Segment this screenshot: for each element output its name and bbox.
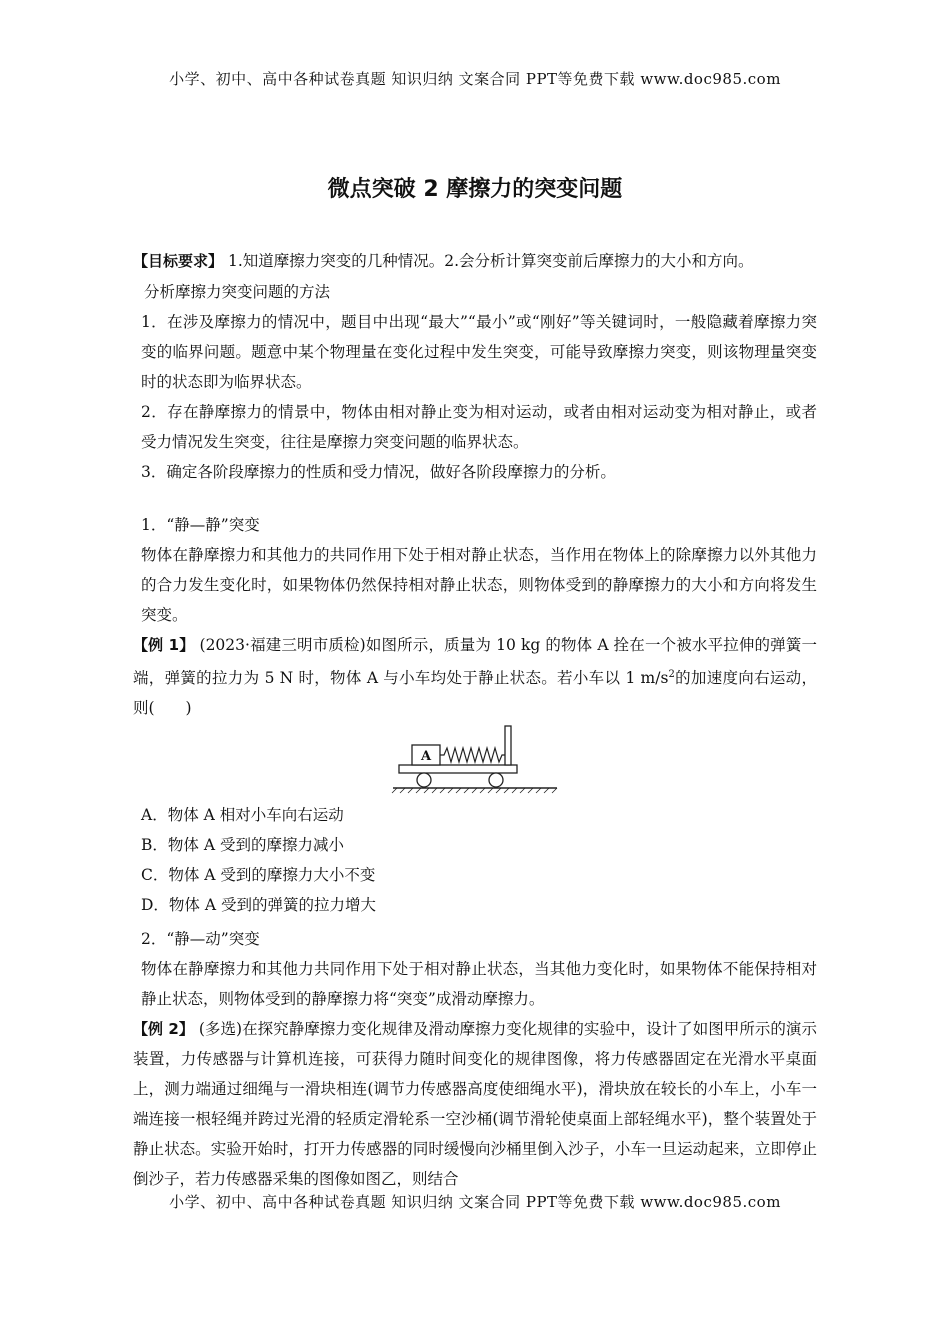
goal-block (133, 246, 823, 276)
cart-wheel-right (489, 773, 503, 787)
method-heading: 分析摩擦力突变问题的方法 (144, 283, 331, 301)
block-a-label: A (420, 749, 432, 764)
method-paragraph-3: 3．确定各阶段摩擦力的性质和受力情况，做好各阶段摩擦力的分析。 (141, 463, 616, 481)
example-1-sup: 2 (668, 669, 675, 680)
cart-wheel-left (417, 773, 431, 787)
spring (440, 748, 505, 762)
option-c: C．物体 A 受到的摩擦力大小不变 (141, 866, 376, 884)
page-title: 微点突破 2 摩擦力的突变问题 (327, 177, 623, 202)
cart-spring-figure (389, 722, 559, 794)
goal-text: 1.知道摩擦力突变的几种情况。2.会分析计算突变前后摩擦力的大小和方向。 (227, 252, 754, 270)
method-paragraph-1: 1．在涉及摩擦力的情况中，题目中出现“最大”“最小”或“刚好”等关键词时，一般隐藏着摩擦力突变的临界问题。题意中某个物理量在变化过程中发生突变，可能导致摩擦力突变，则该物理量突变时的状态即为临界状态。 (141, 313, 817, 391)
example-1-options (141, 800, 817, 920)
example-1-text-a: (2023·福建三明市质检)如图所示，质量为 10 kg 的物体 A 拴在一个被水平拉伸的弹簧一端，弹簧的拉力为 5 N 时，物体 A 与小车均处于静止状态。若小车以 1 m/s (133, 636, 817, 688)
option-a: A．物体 A 相对小车向右运动 (141, 806, 344, 824)
section-2-body: 物体在静摩擦力和其他力共同作用下处于相对静止状态，当其他力变化时，如果物体不能保持相对静止状态，则物体受到的静摩擦力将“突变”成滑动摩擦力。 (141, 960, 817, 1008)
section-1-heading: 1．“静—静”突变 (141, 516, 260, 534)
cart-body (399, 765, 517, 773)
section-1 (141, 510, 817, 630)
example-1-label: 【例 1】 (133, 636, 195, 654)
example-1 (133, 630, 817, 723)
method-paragraph-2: 2．存在静摩擦力的情景中，物体由相对静止变为相对运动，或者由相对运动变为相对静止，或者受力情况发生突变，往往是摩擦力突变问题的临界状态。 (141, 403, 817, 451)
section-1-body: 物体在静摩擦力和其他力的共同作用下处于相对静止状态，当作用在物体上的除摩擦力以外其他力的合力发生变化时，如果物体仍然保持相对静止状态，则物体受到的静摩擦力的大小和方向将发生突变。 (141, 546, 817, 624)
example-2-text: (多选)在探究静摩擦力变化规律及滑动摩擦力变化规律的实验中，设计了如图甲所示的演示装置，力传感器与计算机连接，可获得力随时间变化的规律图像，将力传感器固定在光滑水平桌面上，测力端通过细绳与一滑块相连(调节力传感器高度使细绳水平)，滑块放在较长的小车上，小车一端连接一根轻绳并跨过光滑的轻质定滑轮系一空沙桶(调节滑轮使桌面上部轻绳水平)，整个装置处于静止状态。实验开始时，打开力传感器的同时缓慢向沙桶里倒入沙子，小车一旦运动起来，立即停止倒沙子，若力传感器采集的图像如图乙，则结合 (133, 1020, 817, 1188)
example-1-text-b: 的加速度向右运动，则( ) (133, 669, 817, 718)
cart-wall (505, 726, 511, 765)
example-2-label: 【例 2】 (133, 1020, 194, 1038)
goal-label: 【目标要求】 (133, 252, 224, 270)
option-d: D．物体 A 受到的弹簧的拉力增大 (141, 896, 376, 914)
page-header: 小学、初中、高中各种试卷真题 知识归纳 文案合同 PPT等免费下载 www.doc985.com (169, 70, 781, 88)
example-2 (133, 1014, 817, 1194)
ground-hatch (392, 788, 557, 793)
method-block (141, 277, 817, 487)
section-2-heading: 2．“静—动”突变 (141, 930, 260, 948)
option-b: B．物体 A 受到的摩擦力减小 (141, 836, 344, 854)
page-footer: 小学、初中、高中各种试卷真题 知识归纳 文案合同 PPT等免费下载 www.doc985.com (169, 1193, 781, 1211)
section-2 (141, 924, 817, 1014)
